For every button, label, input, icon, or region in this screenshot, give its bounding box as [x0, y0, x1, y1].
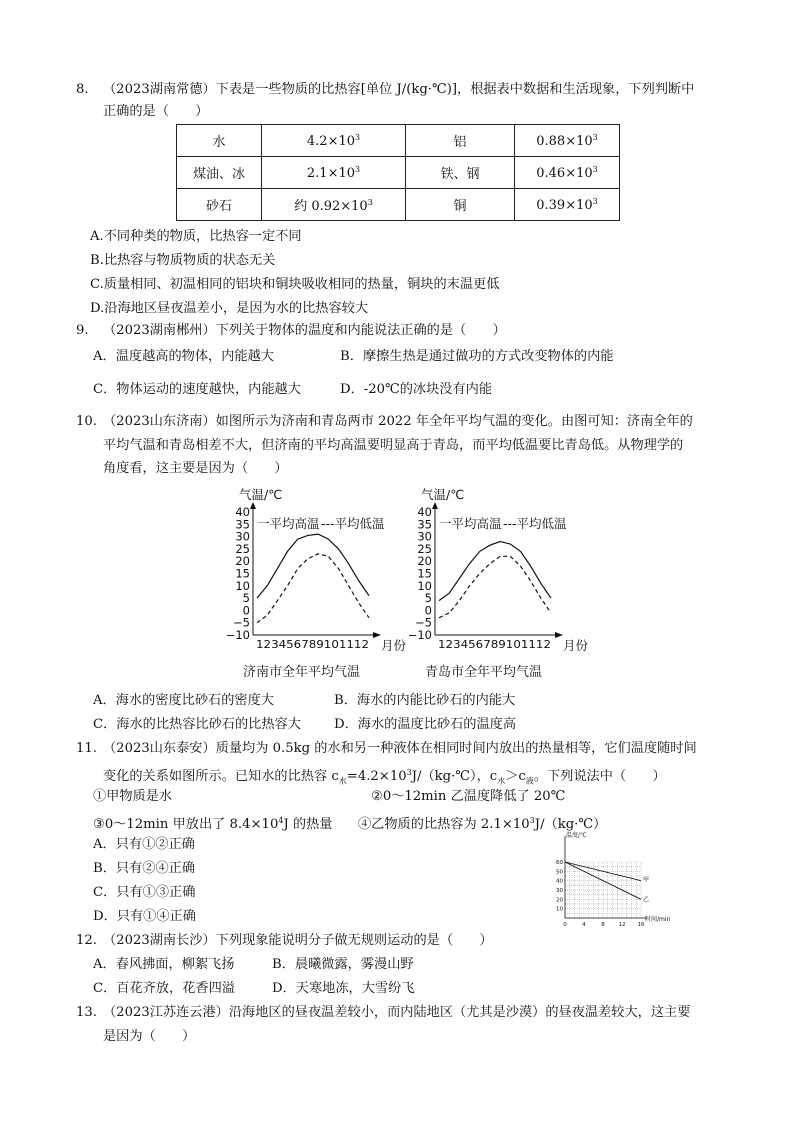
y-tick-label: 5	[424, 591, 432, 606]
table-cell: 约 $0.92\times 10^3$	[262, 189, 406, 221]
chart-title: 青岛市全年平均气温	[425, 665, 543, 680]
option-c[interactable]: C．海水的比热容比砂石的比热容大	[93, 717, 301, 732]
question-text: 是因为（ ）	[103, 1029, 196, 1044]
y-tick-label: 25	[235, 541, 250, 556]
table-cell: $2.1\times 10^3$	[262, 157, 406, 189]
statement-3: ③0～12min 甲放出了 $8.4\times 10^4J$ 的热量	[93, 816, 333, 832]
table-cell: 铝	[406, 125, 515, 157]
question-number: 8.	[76, 82, 89, 97]
question-number: 11.	[76, 741, 97, 756]
y-tick-label: 15	[235, 566, 250, 581]
question-text: 角度看，这主要是因为（ ）	[103, 461, 288, 476]
option-a[interactable]: A．春风拂面，柳絮飞扬	[93, 957, 235, 972]
question-text: （2023湖南常德）下表是一些物质的比热容[单位 J/(kg·℃)]，根据表中数据和生活现象，下列判断中	[103, 82, 695, 97]
y-tick-label: 0	[242, 603, 250, 618]
series-line-low	[257, 554, 369, 623]
series-label-yi: 乙	[643, 896, 650, 904]
y-tick-label: 20	[235, 554, 250, 569]
question-text: （2023江苏连云港）沿海地区的昼夜温差较小，而内陆地区（尤其是沙漠）的昼夜温差较大，这主要	[103, 1005, 691, 1020]
table-cell: $4.2\times 10^3$	[262, 125, 406, 157]
table-cell: 煤油、冰	[177, 157, 262, 189]
x-axis-arrow	[555, 632, 563, 638]
option-d[interactable]: D.沿海地区昼夜温差小，是因为水的比热容较大	[90, 301, 369, 316]
y-tick-label: 10	[235, 578, 250, 593]
y-axis-arrow	[432, 502, 438, 509]
y-tick-label: 30	[235, 529, 250, 544]
question-number: 12.	[76, 933, 97, 948]
y-tick-label: 30	[417, 529, 432, 544]
y-axis-label: 气温/℃	[239, 487, 283, 502]
series-line-high	[439, 542, 551, 601]
y-tick-label: 10	[417, 578, 432, 593]
x-tick-label: 16	[637, 922, 645, 928]
table-cell: $0.39\times 10^3$	[515, 189, 620, 221]
option-b[interactable]: B．海水的内能比砂石的内能大	[334, 693, 516, 708]
table-cell: $0.88\times 10^3$	[515, 125, 620, 157]
legend-high: 一平均高温	[257, 516, 320, 531]
y-tick-label: 40	[235, 505, 250, 519]
y-axis-label: 温度/℃	[566, 832, 587, 839]
temperature-charts	[220, 482, 610, 682]
temperature-chart-panel	[226, 487, 407, 680]
table-row	[177, 125, 620, 157]
option-a[interactable]: A.不同种类的物质，比热容一定不同	[90, 229, 302, 244]
question-text: 变化的关系如图所示。已知水的比热容 $c_水=4.2\times 10^3J/(kg\cdot℃)$，$c_水>c_液$。下列说法中（ ）	[103, 768, 666, 786]
question-text: 平均气温和青岛相差不大，但济南的平均高温要明显高于青岛，而平均低温要比青岛低。从物理学的	[103, 438, 684, 453]
option-d[interactable]: D．-20℃的冰块没有内能	[340, 382, 493, 397]
x-axis-label: 时间/min	[645, 916, 671, 923]
x-tick-label: 8	[601, 922, 605, 928]
question-text: （2023湖南长沙）下列现象能说明分子做无规则运动的是（ ）	[103, 933, 493, 948]
table-cell: 砂石	[177, 189, 262, 221]
option-c[interactable]: C.质量相同、初温相同的铝块和铜块吸收相同的热量，铜块的末温更低	[90, 277, 500, 292]
option-a[interactable]: A．只有①②正确	[93, 837, 195, 852]
option-c[interactable]: C．百花齐放，花香四溢	[93, 981, 235, 996]
table-row	[177, 189, 620, 221]
legend-low: ---平均低温	[321, 516, 385, 531]
question-text: 正确的是（ ）	[103, 104, 209, 119]
series-label-jia: 甲	[643, 876, 650, 884]
x-tick-label: 12	[618, 922, 626, 928]
y-tick-label: 60	[556, 860, 563, 866]
option-b[interactable]: B．只有②④正确	[93, 861, 196, 876]
y-tick-label: 25	[417, 541, 432, 556]
option-d[interactable]: D．天寒地冻，大雪纷飞	[272, 981, 415, 996]
y-tick-label: 35	[417, 517, 432, 532]
legend-low: ---平均低温	[503, 516, 567, 531]
option-b[interactable]: B．晨曦微露，雾漫山野	[272, 957, 414, 972]
y-tick-label: 10	[556, 906, 563, 913]
question-number: 10.	[76, 414, 97, 429]
option-b[interactable]: B．摩擦生热是通过做功的方式改变物体的内能	[340, 349, 614, 364]
table-cell: 铁、钢	[406, 157, 515, 189]
y-axis-label: 气温/℃	[421, 487, 465, 502]
table-row	[177, 157, 620, 189]
option-a[interactable]: A．温度越高的物体，内能越大	[93, 349, 274, 364]
y-tick-label: 20	[556, 897, 563, 904]
y-tick-label: −5	[233, 615, 250, 630]
x-tick-label: 0	[563, 922, 567, 928]
y-tick-label: 40	[417, 505, 432, 519]
question-text: （2023山东泰安）质量均为 0.5kg 的水和另一种液体在相同时间内放出的热量相等，它们温度随时间	[103, 741, 697, 756]
question-number: 13.	[76, 1005, 97, 1020]
cooling-chart	[548, 830, 686, 932]
y-tick-label: −10	[225, 628, 250, 642]
question-text: （2023山东济南）如图所示为济南和青岛两市 2022 年全年平均气温的变化。由图可知：济南全年的	[103, 414, 693, 429]
option-d[interactable]: D．只有①④正确	[93, 909, 196, 924]
table-cell: 铜	[406, 189, 515, 221]
x-tick-label: 123456789101112	[438, 638, 551, 651]
question-text: （2023湖南郴州）下列关于物体的温度和内能说法正确的是（ ）	[103, 323, 506, 338]
x-axis-label: 月份	[563, 638, 589, 653]
series-line-high	[257, 534, 369, 598]
y-tick-label: 5	[242, 591, 250, 606]
option-a[interactable]: A．海水的密度比砂石的密度大	[93, 693, 274, 708]
x-tick-label: 123456789101112	[256, 638, 369, 651]
y-tick-label: 30	[556, 888, 563, 894]
y-tick-label: 50	[556, 869, 563, 876]
y-tick-label: −5	[415, 615, 432, 630]
y-tick-label: −10	[407, 628, 432, 642]
y-tick-label: 35	[235, 517, 250, 532]
y-tick-label: 20	[417, 554, 432, 569]
chart-title: 济南市全年平均气温	[243, 665, 361, 680]
x-axis-arrow	[373, 632, 381, 638]
series-line-low	[439, 556, 551, 618]
option-c[interactable]: C．物体运动的速度越快，内能越大	[93, 382, 301, 397]
y-tick-label: 40	[556, 878, 563, 885]
table-cell: $0.46\times 10^3$	[515, 157, 620, 189]
specific-heat-table	[176, 124, 620, 221]
statement-4: ④乙物质的比热容为 $2.1\times 10^3J/(kg\cdot℃)$	[358, 816, 607, 832]
option-b[interactable]: B.比热容与物质物质的状态无关	[90, 253, 276, 268]
x-tick-label: 4	[582, 922, 586, 928]
option-c[interactable]: C．只有①③正确	[93, 885, 196, 900]
statement-2: ②0～12min 乙温度降低了 20℃	[371, 789, 566, 804]
table-cell: 水	[177, 125, 262, 157]
y-tick-label: 0	[424, 603, 432, 618]
temperature-chart-panel	[408, 487, 589, 680]
statement-1: ①甲物质是水	[93, 789, 173, 804]
option-d[interactable]: D．海水的温度比砂石的温度高	[334, 717, 517, 732]
legend-high: 一平均高温	[439, 516, 502, 531]
y-axis-arrow	[250, 502, 256, 509]
y-tick-label: 15	[417, 566, 432, 581]
x-axis-label: 月份	[381, 638, 407, 653]
question-number: 9.	[76, 323, 89, 338]
